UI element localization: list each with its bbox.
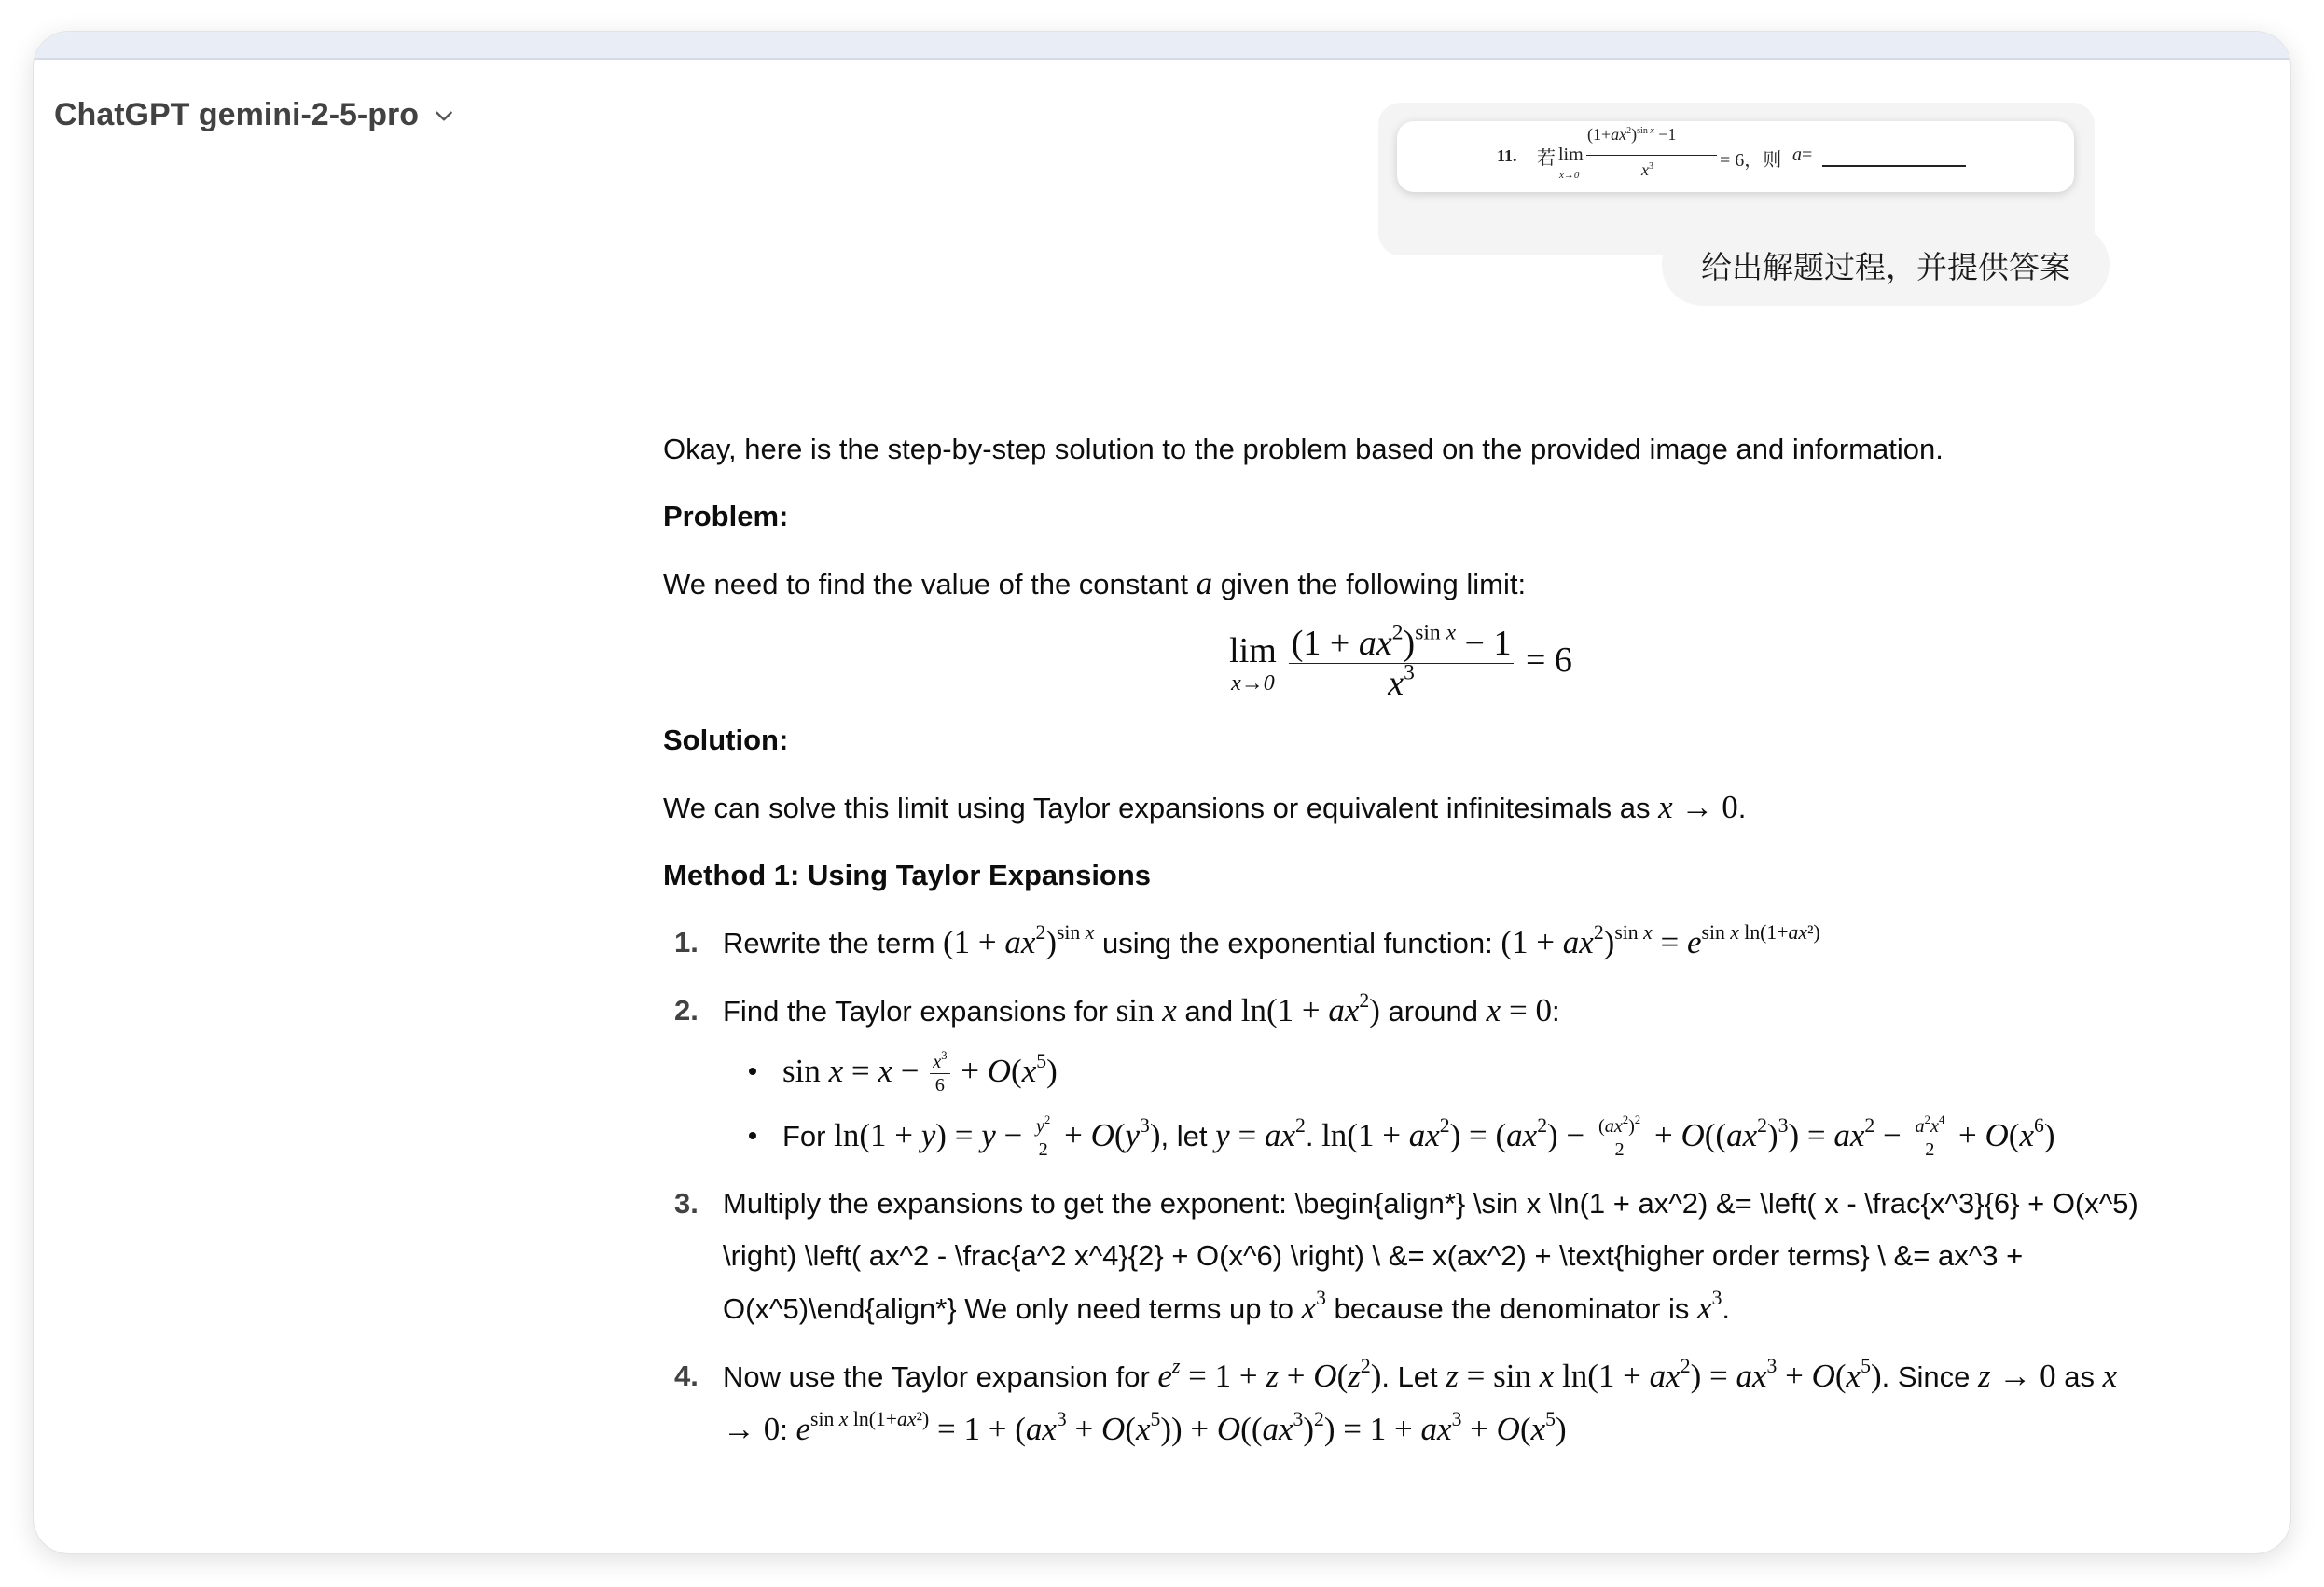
model-selector[interactable]: [54, 97, 456, 133]
model-name: ChatGPT gemini-2-5-pro: [54, 97, 420, 132]
problem-denominator: $x^3$: [1641, 160, 1653, 179]
step-4: 4. Now use the Taylor expansion for $e^z = 1 + z + O(z^2)$. Let z = sin x $\ln(1 + ax^2) = ax^3 + O(x^5)$. Since z → 0 as x → 0: $e^{sin x ln(1+ax^2)} = 1 + (ax^3 + O(x^5)) + O((ax^3)^2) = 1 + ax^3 + O(x^5)$: [674, 1354, 2118, 1447]
step-1: 1. Rewrite the term $(1 + ax^2)^{sin x}$ using the exponential function: $(1 + ax^2)^{sin x} = e^{sin x ln(1+ax^2)}$: [674, 920, 1820, 960]
limit-equation: lim x→0 $\frac{(1 + ax^2)^{sin x} - 1}{x^3}$ = 6: [1229, 620, 1572, 703]
step-3: 3. Multiply the expansions to get the exponent: \begin{align*} \sin x \ln(1 + ax^2) &= \left( x - \frac{x^3}{6} + O(x^5) \right) \left( ax^2 - \frac{a^2 x^4}{2} + O(x^6) \right) \ &= x(ax^2) + \text{higher order terms} \ &= ax^3 + O(x^5)\end{align*} We only need terms up to $x^3$ because the denominator is $x^3$.: [674, 1187, 2138, 1326]
window-top-bar: [34, 32, 2290, 60]
problem-answer-eq: =: [1802, 145, 1813, 165]
step-2: 2. Find the Taylor expansions for sin x and $\ln(1 + ax^2)$ around x = 0: sin x = x − $\frac{x^3}{6}$ + $O(x^5)$ For ln(1 + y) = y − $\frac{y^2}{2}$ + $O(y^3)$, let $y = ax^2$. $\ln(1 + ax^2) = (ax^2)$ − $\frac{(ax^2)^2}{2}$ + $O((ax^2)^3) = ax^2$ − $\frac{a^2x^4}{2}$ + $O(x^6)$: [663, 985, 2138, 1163]
response-intro: Okay, here is the step-by-step solution to the problem based on the provided image and information.: [663, 433, 1944, 465]
answer-blank-line: [1822, 165, 1966, 167]
solution-text: We can solve this limit using Taylor expansions or equivalent infinitesimals as x → 0.: [663, 789, 1747, 825]
problem-suffix: = 6，则: [1720, 150, 1782, 171]
problem-lim-sub: x→0: [1559, 170, 1580, 181]
solution-heading: Solution:: [663, 724, 789, 756]
sin-expansion: sin x = x − $\frac{x^3}{6}$ + $O(x^5)$: [723, 1045, 2138, 1098]
solution-steps: [663, 917, 2138, 1456]
uploaded-problem-image[interactable]: [1397, 121, 2074, 192]
problem-heading: Problem:: [663, 500, 789, 532]
problem-text: We need to find the value of the constant a given the following limit:: [663, 565, 1527, 601]
user-text-message: 给出解题过程，并提供答案: [1662, 224, 2110, 306]
chevron-down-icon: [432, 104, 456, 128]
taylor-expansions-list: [723, 1045, 2138, 1163]
problem-numerator: $(1+ax^2)^{sin x} -1$: [1587, 125, 1677, 144]
chat-window: [34, 32, 2290, 1553]
problem-prefix: 若: [1537, 148, 1556, 169]
problem-answer-var: a: [1792, 145, 1802, 165]
assistant-response: [663, 423, 2138, 1471]
problem-fraction-bar: [1586, 155, 1717, 156]
method-heading: Method 1: Using Taylor Expansions: [663, 859, 1152, 891]
problem-lim: lim: [1558, 145, 1584, 165]
ln-expansion: For ln(1 + y) = y − $\frac{y^2}{2}$ + $O(y^3)$, let $y = ax^2$. $\ln(1 + ax^2) = (ax^2)$ − $\frac{(ax^2)^2}{2}$ + $O((ax^2)^3) = ax^2$ − $\frac{a^2x^4}{2}$ + $O(x^6)$: [723, 1110, 2138, 1163]
problem-number: 11.: [1497, 146, 1517, 165]
